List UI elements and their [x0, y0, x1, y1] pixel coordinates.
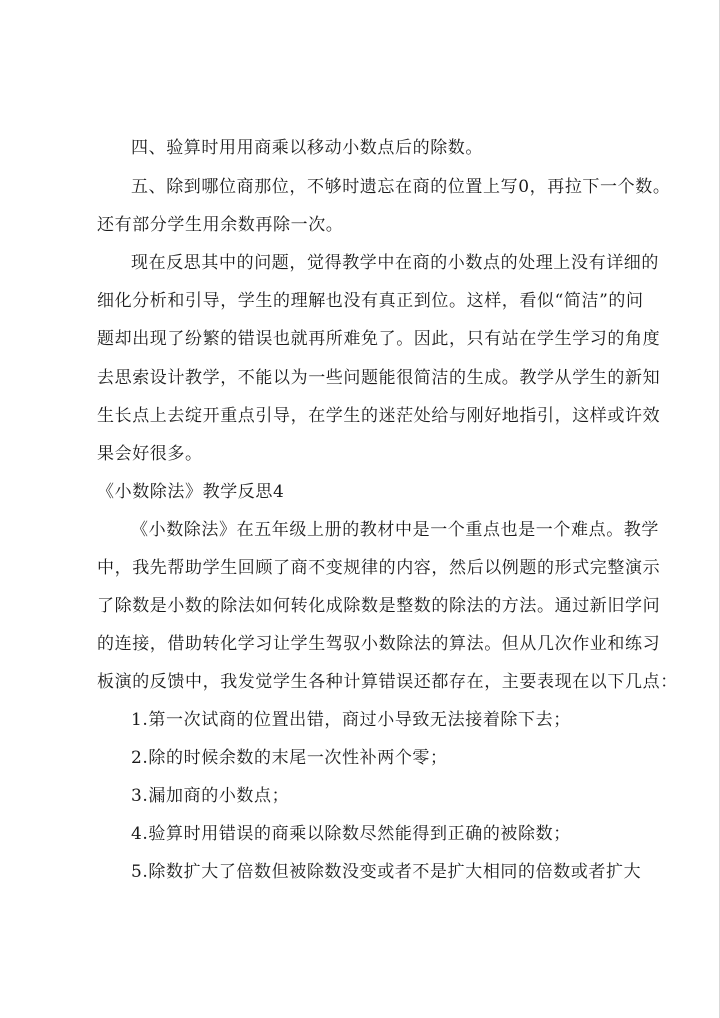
text-line: 去思索设计教学，不能以为一些问题能很简洁的生成。教学从学生的新知 — [97, 368, 661, 388]
text-line: 果会好很多。 — [97, 444, 203, 464]
text-line: 的连接，借助转化学习让学生驾驭小数除法的算法。但从几次作业和练习 — [97, 634, 661, 654]
text-line: 四、验算时用用商乘以移动小数点后的除数。 — [131, 138, 483, 158]
list-item: 2.除的时候余数的末尾一次性补两个零； — [131, 748, 448, 768]
text-line: 《小数除法》在五年级上册的教材中是一个重点也是一个难点。教学 — [131, 520, 659, 540]
list-item: 5.除数扩大了倍数但被除数没变或者不是扩大相同的倍数或者扩大 — [131, 862, 642, 882]
text-line: 中，我先帮助学生回顾了商不变规律的内容，然后以例题的形式完整演示 — [97, 558, 661, 578]
text-line: 细化分析和引导，学生的理解也没有真正到位。这样，看似“简洁”的问 — [97, 291, 644, 311]
list-item: 3.漏加商的小数点； — [131, 786, 290, 806]
text-line: 了除数是小数的除法如何转化成除数是整数的除法的方法。通过新旧学问 — [97, 596, 661, 616]
text-line: 生长点上去绽开重点引导，在学生的迷茫处给与刚好地指引，这样或许效 — [97, 406, 661, 426]
text-line: 还有部分学生用余数再除一次。 — [97, 215, 344, 235]
list-item: 4.验算时用错误的商乘以除数尽然能得到正确的被除数； — [131, 824, 571, 844]
text-line: 现在反思其中的问题，觉得教学中在商的小数点的处理上没有详细的 — [131, 253, 659, 273]
text-line: 题却出现了纷繁的错误也就再所难免了。因此，只有站在学生学习的角度 — [97, 329, 661, 349]
text-line: 五、除到哪位商那位，不够时遗忘在商的位置上写0，再拉下一个数。 — [131, 177, 671, 197]
list-item: 1.第一次试商的位置出错，商过小导致无法接着除下去； — [131, 710, 571, 730]
text-line: 板演的反馈中，我发觉学生各种计算错误还都存在，主要表现在以下几点： — [97, 672, 678, 692]
section-heading: 《小数除法》教学反思4 — [97, 482, 285, 502]
